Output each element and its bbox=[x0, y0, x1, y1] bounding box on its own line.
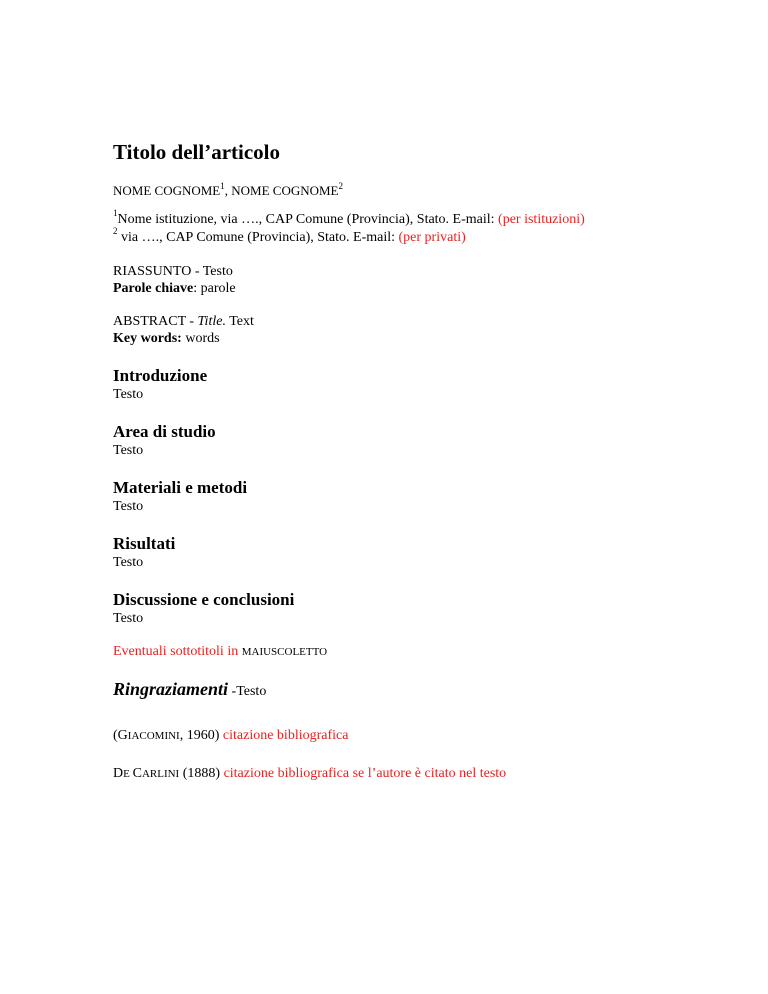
affiliation-1-sup: 1 bbox=[113, 208, 118, 219]
section-area-di-studio bbox=[113, 421, 713, 459]
affiliation-1 bbox=[113, 208, 713, 229]
parole-chiave-line bbox=[113, 280, 713, 297]
section-heading: Materiali e metodi bbox=[113, 478, 248, 497]
citation-1-smallcaps: IACOMINI bbox=[127, 730, 180, 742]
author-2-name: NOME COGNOME bbox=[231, 183, 339, 198]
author-1-sup: 1 bbox=[220, 180, 225, 191]
abstract-text: Text bbox=[225, 314, 254, 329]
citation-1 bbox=[113, 727, 713, 745]
author-line bbox=[113, 182, 713, 199]
affiliation-2-note: (per privati) bbox=[398, 230, 466, 245]
subtitles-note bbox=[113, 643, 713, 661]
key-words-label: Key words: bbox=[113, 331, 182, 346]
parole-chiave-label: Parole chiave bbox=[113, 281, 194, 296]
citation-2-small1: E bbox=[123, 768, 133, 780]
section-heading: Introduzione bbox=[113, 366, 208, 385]
section-body: Testo bbox=[113, 443, 144, 458]
acknowledgements-heading: Ringraziamenti bbox=[113, 679, 229, 699]
acknowledgements-text: -Testo bbox=[228, 684, 267, 699]
section-body: Testo bbox=[113, 387, 144, 402]
citation-2-cap2: C bbox=[132, 766, 142, 781]
key-words-line bbox=[113, 330, 713, 347]
affiliation-2-text: via …., CAP Comune (Provincia), Stato. E-mail: bbox=[117, 230, 399, 245]
riassunto-line: RIASSUNTO - Testo bbox=[113, 264, 233, 279]
author-separator: , bbox=[224, 183, 232, 198]
citation-2-note: citazione bibliografica se l’autore è citato nel testo bbox=[223, 766, 507, 781]
section-risultati bbox=[113, 533, 713, 571]
section-discussione-e-conclusioni bbox=[113, 589, 713, 627]
author-2-sup: 2 bbox=[338, 180, 343, 191]
subtitles-note-smallcaps: MAIUSCOLETTO bbox=[241, 646, 328, 658]
citation-1-note: citazione bibliografica bbox=[222, 728, 349, 743]
article-title: Titolo dell’articolo bbox=[113, 140, 281, 164]
abstract-label: ABSTRACT - bbox=[113, 314, 198, 329]
abstract-line bbox=[113, 313, 713, 330]
affiliation-1-note: (per istituzioni) bbox=[498, 212, 585, 227]
section-body: Testo bbox=[113, 499, 144, 514]
abstract-title: Title. bbox=[197, 314, 226, 329]
citation-1-open: (G bbox=[113, 728, 128, 743]
affiliation-2 bbox=[113, 226, 713, 247]
citation-2 bbox=[113, 765, 713, 783]
section-materiali-e-metodi bbox=[113, 477, 713, 515]
citation-2-small2: ARLINI bbox=[141, 768, 180, 780]
author-1-name: NOME COGNOME bbox=[113, 183, 221, 198]
acknowledgements bbox=[113, 678, 713, 703]
affiliation-2-sup: 2 bbox=[113, 226, 118, 237]
affiliation-1-text: Nome istituzione, via …., CAP Comune (Provincia), Stato. E-mail: bbox=[117, 212, 499, 227]
abstract-block bbox=[113, 313, 713, 347]
section-body: Testo bbox=[113, 555, 144, 570]
riassunto-block bbox=[113, 263, 713, 297]
parole-chiave-value: : parole bbox=[193, 281, 236, 296]
key-words-value: words bbox=[181, 331, 220, 346]
section-body: Testo bbox=[113, 611, 144, 626]
section-introduzione bbox=[113, 365, 713, 403]
section-heading: Risultati bbox=[113, 534, 176, 553]
subtitles-note-text: Eventuali sottotitoli in bbox=[113, 644, 242, 659]
citation-2-rest: (1888) bbox=[179, 766, 224, 781]
section-heading: Area di studio bbox=[113, 422, 216, 441]
affiliations bbox=[113, 208, 713, 247]
article-template bbox=[113, 138, 713, 783]
citation-1-rest: , 1960) bbox=[179, 728, 223, 743]
citation-2-cap1: D bbox=[113, 766, 124, 781]
section-heading: Discussione e conclusioni bbox=[113, 590, 295, 609]
